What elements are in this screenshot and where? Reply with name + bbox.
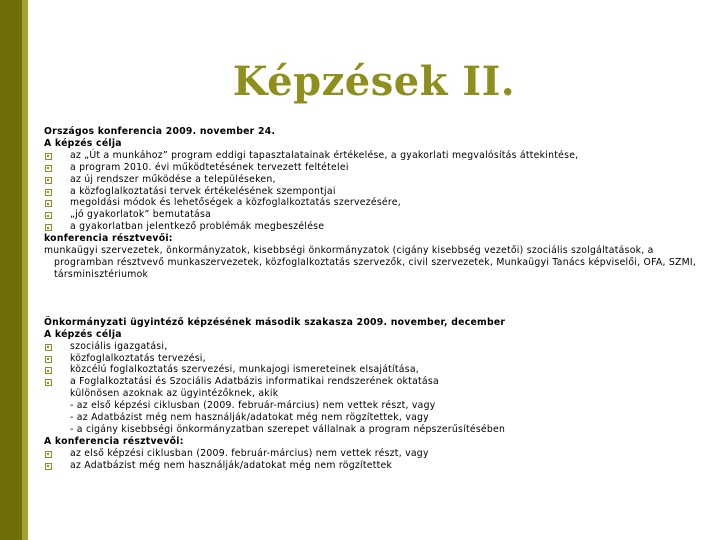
list-item: a gyakorlatban jelentkező problémák megbeszélése [44,221,704,233]
section1-heading: Országos konferencia 2009. november 24. [44,126,276,137]
square-bullet-icon [45,367,52,374]
square-bullet-icon [45,379,52,386]
square-bullet-icon [45,463,52,470]
sub-line: - az első képzési ciklusban (2009. február-március) nem vettek részt, vagy [70,400,436,412]
list-item: az „Út a munkához” program eddigi tapasztalatainak értékelése, a gyakorlati megvalósítás áttekintése, [44,150,704,162]
list-item: megoldási módok és lehetőségek a közfoglalkoztatás szervezésére, [44,197,704,209]
section1-participants-text: munkaügyi szervezetek, önkormányzatok, kisebbségi önkormányzatok (cigány kisebbség vezetői) szociális szolgáltatások, a programban résztvevő munkaszervezetek, közfoglalkoztatás szervezők, civil szervezetek, Munkaügyi Tanács képviselői, OFA, SZMI, társminisztériumok [44,245,697,280]
list-item: közcélú foglalkoztatás szervezési, munkajogi ismereteinek elsajátítása, [44,364,704,376]
square-bullet-icon [45,356,52,363]
list-item: szociális igazgatási, [44,341,704,353]
section2-participants-label: A konferencia résztvevői: [44,435,184,447]
slide-title: Képzések II. [232,58,516,105]
square-bullet-icon [45,189,52,196]
list-item: az első képzési ciklusban (2009. február-március) nem vettek részt, vagy [44,448,704,460]
list-item: „jó gyakorlatok” bemutatása [44,209,704,221]
section-spacer [44,281,704,317]
left-sidebar-bar [0,0,22,540]
list-item: az új rendszer működése a településeken, [44,174,704,186]
square-bullet-icon [45,224,52,231]
slide-content [44,126,704,472]
sub-line: különösen azoknak az ügyintézőknek, akik [70,388,279,400]
section1-participants-label: konferencia résztvevői: [44,233,173,245]
sub-line: - a cigány kisebbségi önkormányzatban szerepet vállalnak a program népszerűsítésében [70,423,506,435]
list-item: a Foglalkoztatási és Szociális Adatbázis informatikai rendszerének oktatása [44,376,704,388]
sub-line: - az Adatbázist még nem használják/adatokat még nem rögzítettek, vagy [70,412,429,424]
list-item: közfoglalkoztatás tervezési, [44,353,704,365]
list-item: a közfoglalkoztatási tervek értékelésének szempontjai [44,186,704,198]
square-bullet-icon [45,344,52,351]
square-bullet-icon [45,451,52,458]
square-bullet-icon [45,200,52,207]
section2-heading: Önkormányzati ügyintéző képzésének második szakasza 2009. november, december [44,316,506,328]
square-bullet-icon [45,153,52,160]
section1-goal-label: A képzés célja [44,137,122,149]
square-bullet-icon [45,165,52,172]
square-bullet-icon [45,177,52,184]
section2-goal-label: A képzés célja [44,328,122,340]
list-item: a program 2010. évi működtetésének tervezett feltételei [44,162,704,174]
square-bullet-icon [45,212,52,219]
list-item: az Adatbázist még nem használják/adatokat még nem rögzítettek [44,460,704,472]
